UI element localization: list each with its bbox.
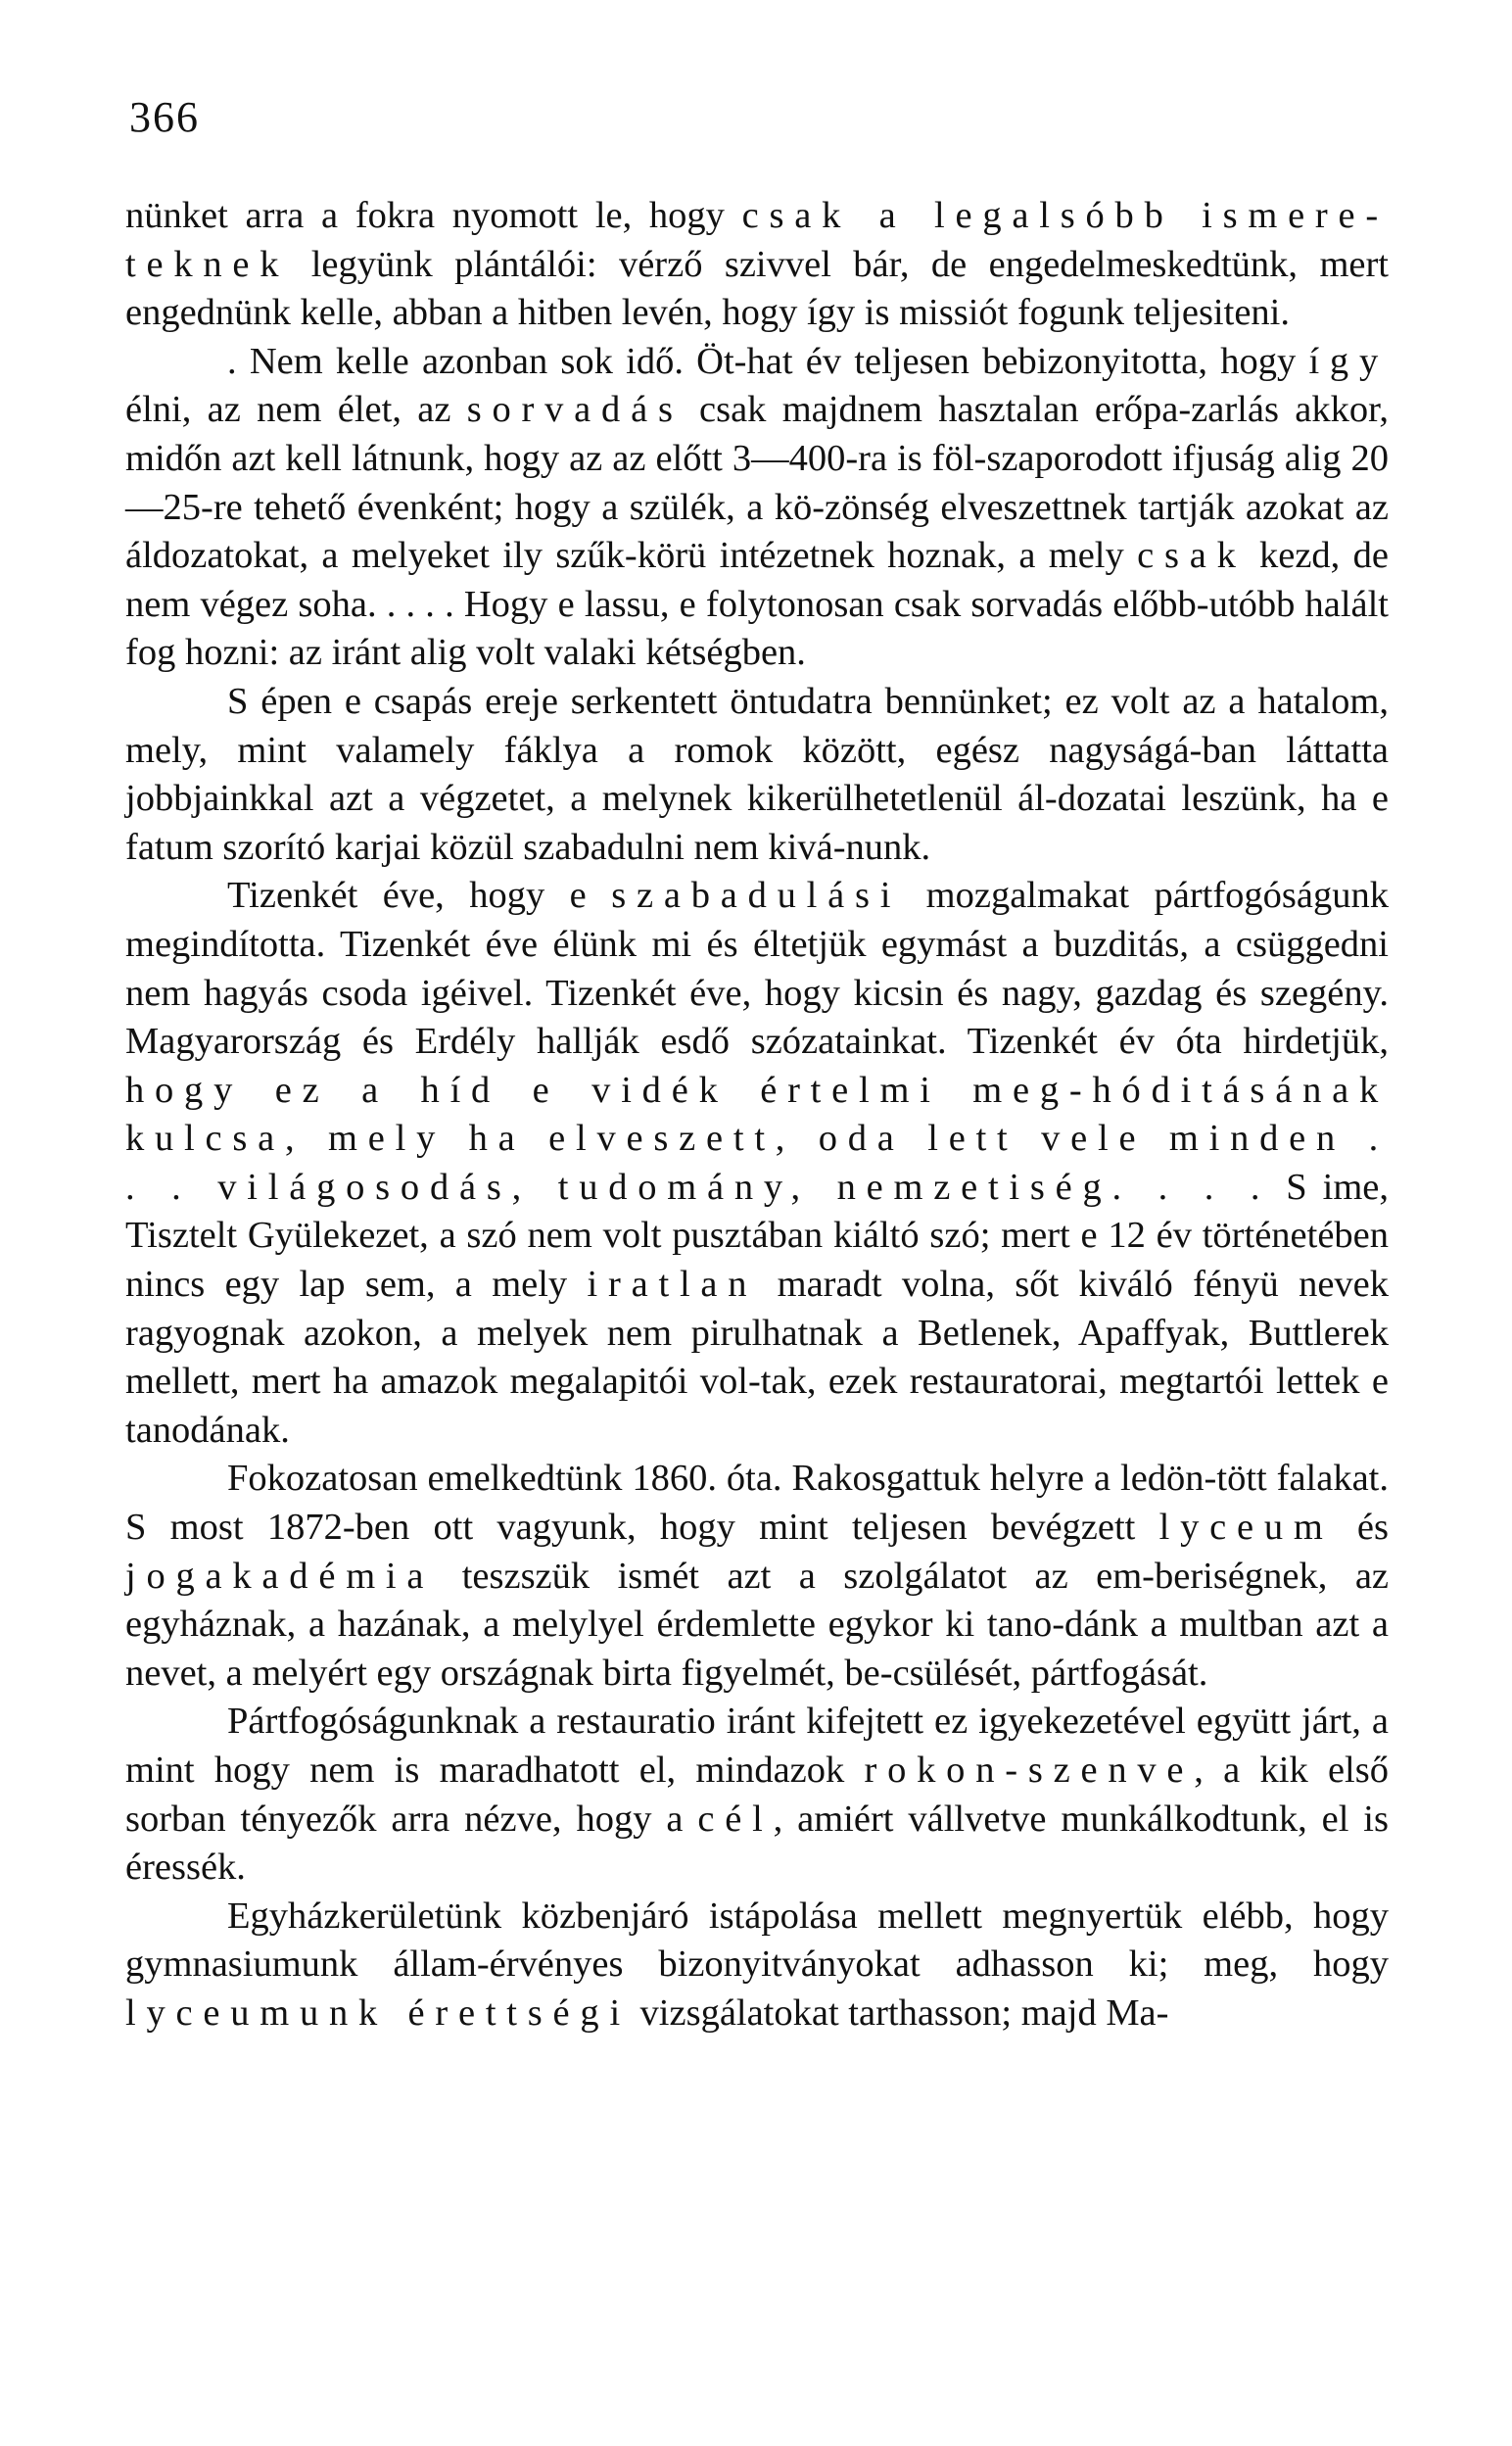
text-run: S épen e csapás ereje serkentett öntudatra bennünket; ez volt az a hatalom, mely, mint valamely fáklya a romok között, egész nagyságá-ban láttatta jobbjainkkal azt a végzetet, a melynek kikerülhetetlenül ál-dozatai leszünk, ha e fatum szorító karjai közül szabadulni nem kivá-nunk. [125,680,1389,868]
paragraph [125,1455,1389,1698]
text-run: vizsgálatokat tarthasson; majd Ma- [630,1991,1169,2034]
text-run: legyünk plántálói: vérző szivvel bár, de engedelmeskedtünk, mert engednünk kelle, abban a hitben levén, hogy így is missiót fogunk teljesiteni. [125,243,1389,334]
paragraph [125,872,1389,1455]
text-run: teszszük ismét azt a szolgálatot az em-beriségnek, az egyháznak, a hazának, a melylyel érdemlette egykor ki tano-dánk a multban azt a nevet, a melyért egy országnak birta figyelmét, be-csülését, pártfogását. [125,1555,1389,1694]
spaced-emphasis-text: szabadulási [611,875,902,917]
spaced-emphasis-text: iratlan [587,1264,758,1306]
text-run: Fokozatosan emelkedtünk 1860. óta. Rakosgattuk helyre a ledön-tött falakat. S most 1872-ben ott vagyunk, hogy mint teljesen bevégzett [125,1458,1389,1549]
text-run: Pártfogóságunknak a restauratio iránt kifejtett ez igyekezetével együtt járt, a mint hogy nem is maradhatott el, mindazok [125,1701,1389,1791]
spaced-emphasis-text: így [1308,340,1389,382]
text-run: nünket arra a fokra nyomott le, hogy [125,195,742,236]
spaced-emphasis-text: lyceum [1158,1507,1334,1549]
spaced-emphasis-text: hogy ez a híd e vidék értelmi meg-hóditásának kulcsa, mely ha elveszett, oda lett vele minden . . . világosodás, tudomány, nemzetiség. . . . [125,1069,1389,1208]
text-run: maradt volna, sőt kiváló fényü nevek ragyognak azokon, a melyek nem pirulhatnak a Betlenek, Apaffyak, Buttlerek mellett, mert ha amazok megalapitói vol-tak, ezek restauratorai, megtartói lettek e tanodának. [125,1264,1390,1451]
spaced-emphasis-text: lyceumunk érettségi [125,1991,631,2034]
spaced-emphasis-text: rokon-szenve [864,1750,1195,1791]
paragraph [125,338,1389,678]
text-run: . Nem kelle azonban sok idő. Öt-hat év teljesen bebizonyitotta, hogy [227,340,1309,382]
text-run: , a kik első sorban tényezők arra nézve, hogy a [125,1750,1389,1840]
text-run: mozgalmakat pártfogóságunk megindította. Tizenkét éve élünk mi és éltetjük egymást a buzditás, a csüggedni nem hagyás csoda igéivel. Tizenkét éve, hogy kicsin és nagy, gazdag és szegény. Magyarország és Erdély hallják esdő szózatainkat. Tizenkét év óta hirdetjük, [125,875,1390,1063]
spaced-emphasis-text: cél [697,1798,774,1840]
text-run: Egyházkerületünk közbenjáró istápolása mellett megnyertük elébb, hogy gymnasiumunk állam-érvényes bizonyitványokat adhasson ki; meg, hogy [125,1894,1389,1986]
spaced-emphasis-text: csak [1137,535,1247,577]
paragraph [125,1893,1389,2038]
spaced-emphasis-text: jogakadémia [125,1555,435,1597]
text-run: és [1333,1507,1389,1549]
paragraph [125,678,1389,872]
text-run: Tizenkét éve, hogy e [227,875,612,917]
text-run: , amiért vállvetve munkálkodtunk, el is éressék. [125,1798,1389,1889]
paragraph [125,1698,1389,1892]
page-number: 366 [129,93,200,141]
spaced-emphasis-text: csak a legalsóbb ismere-teknek [125,195,1390,285]
text-run: S ime, Tisztelt Gyülekezet, a szó nem volt pusztában kiáltó szó; mert e 12 év történetében nincs egy lap sem, a mely [125,1166,1389,1306]
text-run: élni, az nem élet, az [125,389,467,431]
text-run: csak majdnem hasztalan erőpa-zarlás akkor, midőn azt kell látnunk, hogy az az előtt 3—400-ra is föl-szaporodott ifjuság alig 20—25-re tehető évenként; hogy a szülék, a kö-zönség elveszettnek tartják azokat az áldozatokat, a melyeket ily szűk-körü intézetnek hoznak, a mely [125,389,1389,577]
spaced-emphasis-text: sorvadás [466,389,684,431]
body-text [125,192,1389,2038]
text-run: kezd, de nem végez soha. . . . . Hogy e lassu, e folytonosan csak sorvadás előbb-utóbb halált fog hozni: az iránt alig volt valaki kétségben. [125,535,1390,674]
paragraph [125,192,1389,338]
